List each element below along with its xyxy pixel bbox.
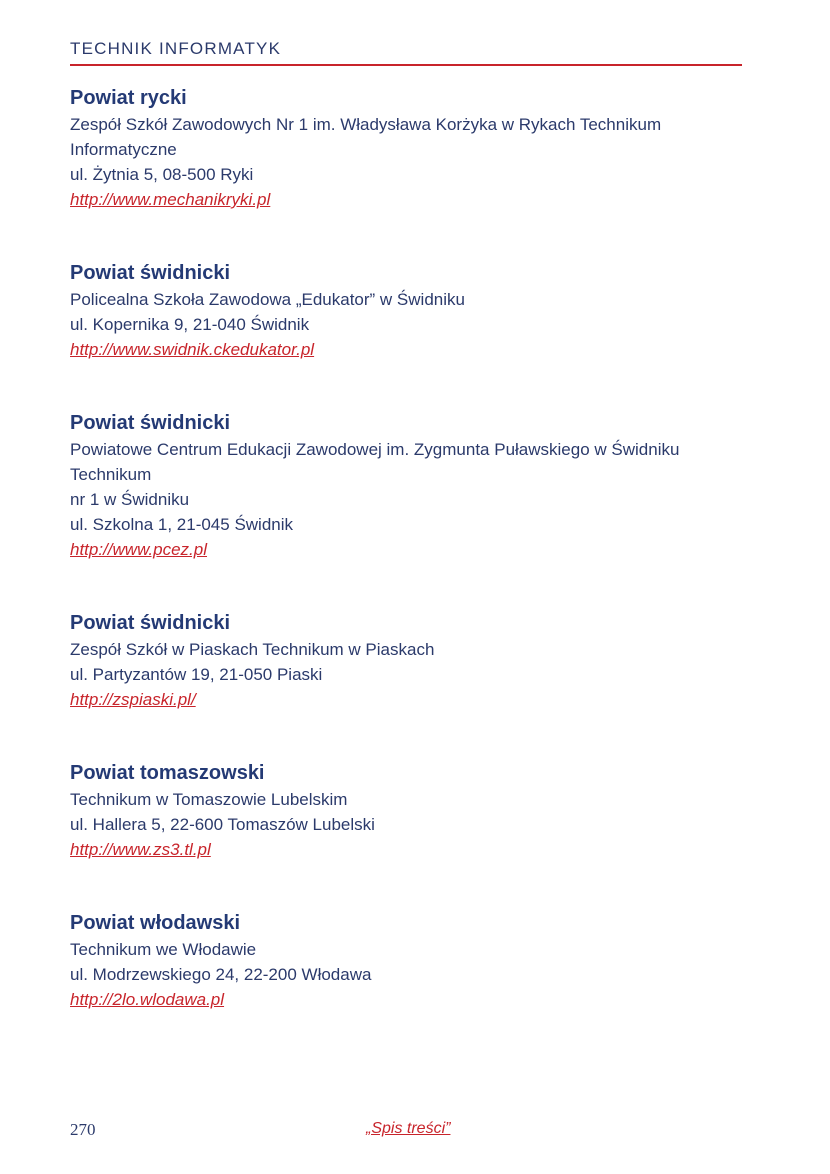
school-name-continued: nr 1 w Świdniku xyxy=(70,490,190,509)
school-name: Zespół Szkół w Piaskach Technikum w Piaskach xyxy=(70,640,435,659)
school-entry xyxy=(70,86,750,212)
school-website-link[interactable]: http://www.zs3.tl.pl xyxy=(70,840,211,859)
school-website-link[interactable]: http://www.swidnik.ckedukator.pl xyxy=(70,340,315,359)
school-name: Powiatowe Centrum Edukacji Zawodowej im. Zygmunta Puławskiego w Świdniku Technikum xyxy=(70,440,680,484)
school-list xyxy=(70,86,750,1061)
page-footer xyxy=(70,1120,742,1142)
school-address: ul. Modrzewskiego 24, 22-200 Włodawa xyxy=(70,965,372,984)
school-website-link[interactable]: http://www.mechanikryki.pl xyxy=(70,190,271,209)
school-entry xyxy=(70,761,750,862)
school-name: Technikum we Włodawie xyxy=(70,940,257,959)
header-divider xyxy=(70,64,742,66)
school-address: ul. Żytnia 5, 08-500 Ryki xyxy=(70,165,254,184)
school-entry xyxy=(70,261,750,362)
entry-title: Powiat świdnicki xyxy=(70,262,231,284)
school-entry xyxy=(70,911,750,1012)
school-address: ul. Szkolna 1, 21-045 Świdnik xyxy=(70,515,294,534)
table-of-contents-link[interactable]: „Spis treści” xyxy=(366,1120,451,1137)
school-website-link[interactable]: http://zspiaski.pl/ xyxy=(70,690,196,709)
school-name: Technikum w Tomaszowie Lubelskim xyxy=(70,790,348,809)
school-entry xyxy=(70,611,750,712)
entry-title: Powiat świdnicki xyxy=(70,612,231,634)
school-name: Zespół Szkół Zawodowych Nr 1 im. Władysława Korżyka w Rykach Technikum Informatyczne xyxy=(70,115,662,159)
entry-title: Powiat tomaszowski xyxy=(70,762,265,784)
entry-title: Powiat świdnicki xyxy=(70,412,231,434)
school-website-link[interactable]: http://2lo.wlodawa.pl xyxy=(70,990,225,1009)
entry-title: Powiat włodawski xyxy=(70,912,241,934)
school-address: ul. Partyzantów 19, 21-050 Piaski xyxy=(70,665,323,684)
page-number: 270 xyxy=(70,1120,96,1139)
school-name: Policealna Szkoła Zawodowa „Edukator” w Świdniku xyxy=(70,290,465,309)
entry-title: Powiat rycki xyxy=(70,87,187,109)
school-website-link[interactable]: http://www.pcez.pl xyxy=(70,540,208,559)
school-address: ul. Hallera 5, 22-600 Tomaszów Lubelski xyxy=(70,815,375,834)
header-title: TECHNIK INFORMATYK xyxy=(70,39,282,58)
school-entry xyxy=(70,411,750,562)
school-address: ul. Kopernika 9, 21-040 Świdnik xyxy=(70,315,310,334)
page-header xyxy=(70,38,742,66)
